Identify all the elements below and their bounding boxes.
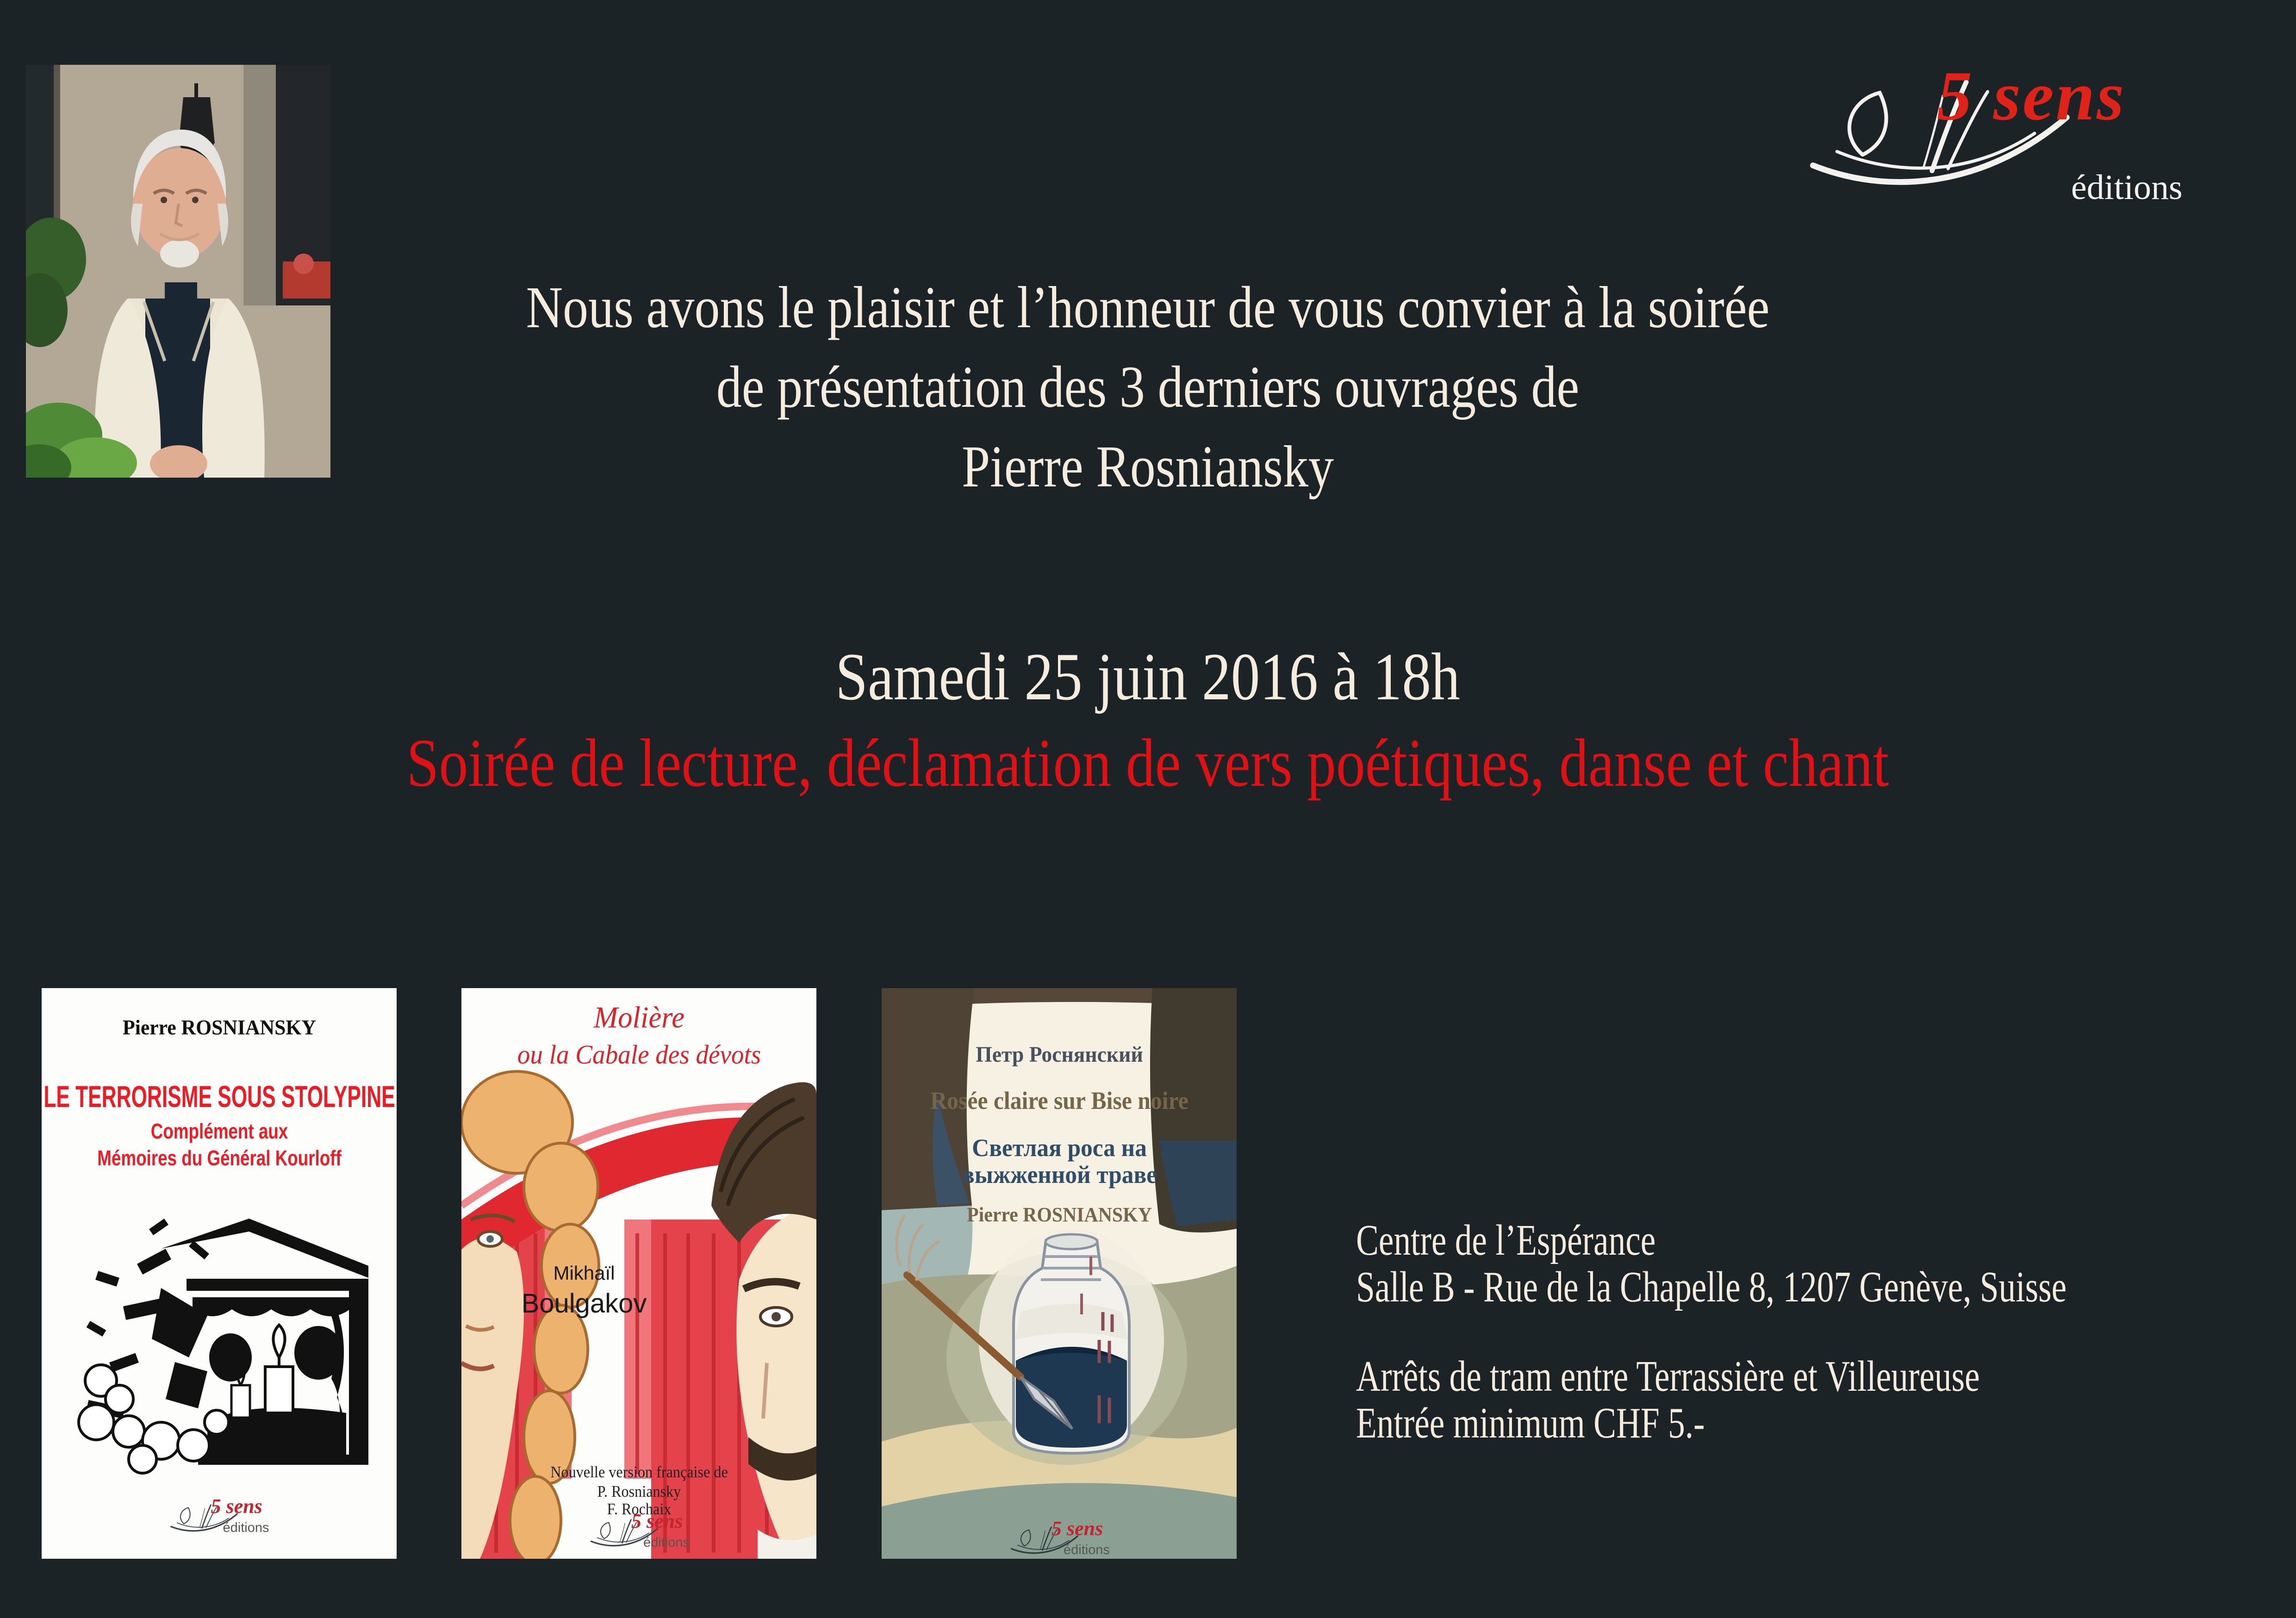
- book3-title-russian-line1: Светлая роса на: [971, 1134, 1147, 1162]
- book2-title-line2: ou la Cabale des dévots: [517, 1039, 761, 1070]
- book2-author-line2: Boulgakov: [521, 1288, 647, 1319]
- event-program: Soirée de lecture, déclamation de vers poétiques, danse et chant: [406, 725, 1889, 801]
- book-cover-moliere: [461, 988, 816, 1559]
- venue-spacer: [1356, 1311, 2066, 1353]
- book1-subtitle-line1: Complément aux: [150, 1119, 288, 1143]
- book1-author: Pierre ROSNIANSKY: [122, 1015, 316, 1039]
- venue-info: [1356, 1217, 2066, 1447]
- author-photo-illustration: [26, 65, 330, 478]
- author-photo: [26, 65, 330, 478]
- book1-imprint: [168, 1496, 270, 1541]
- book-cover-rosee-claire: [882, 988, 1237, 1559]
- book2-author-line1: Mikhaïl: [553, 1262, 615, 1284]
- book2-title-line1: Molière: [593, 1001, 684, 1034]
- book1-subtitle-line2: Mémoires du Général Kourloff: [97, 1146, 342, 1170]
- book2-credit-line3: F. Rochaix: [607, 1500, 671, 1518]
- book2-imprint: [589, 1511, 691, 1556]
- venue-name: Centre de l’Espérance: [1356, 1216, 1656, 1264]
- book3-title-french: Rosée claire sur Bise noire: [930, 1087, 1188, 1114]
- book3-imprint: [1009, 1518, 1111, 1559]
- book1-title: LE TERRORISME SOUS STOLYPINE: [43, 1079, 395, 1114]
- book-cover-terrorisme: [42, 988, 397, 1559]
- book3-author-french: Pierre ROSNIANSKY: [966, 1203, 1152, 1226]
- invitation-line1: Nous avons le plaisir et l’honneur de vous convier à la soirée: [526, 274, 1770, 340]
- book1-imprint-brand: 5 sens: [211, 1495, 262, 1518]
- book3-title-russian-line2: выжженной траве: [961, 1161, 1157, 1189]
- venue-entry-fee: Entrée minimum CHF 5.-: [1356, 1399, 1705, 1447]
- book1-exploding-theater-illustration: [68, 1205, 369, 1482]
- book3-author-russian: Петр Роснянский: [975, 1042, 1143, 1067]
- publisher-logo: [1694, 51, 2231, 222]
- book2-credit-line2: P. Rosniansky: [597, 1482, 681, 1500]
- book3-imprint-brand: 5 sens: [1052, 1517, 1103, 1540]
- logo-editions-label: éditions: [2071, 168, 2183, 207]
- invitation-line3: Pierre Rosniansky: [961, 434, 1334, 499]
- invitation-text: [526, 268, 1769, 506]
- event-date: Samedi 25 juin 2016 à 18h: [835, 639, 1460, 714]
- book3-imprint-editions: éditions: [1064, 1543, 1110, 1557]
- book3-watercolor-inkwell-illustration: [882, 988, 1237, 1559]
- invitation-line2: de présentation des 3 derniers ouvrages de: [716, 354, 1580, 420]
- book2-imprint-editions: éditions: [643, 1535, 690, 1550]
- book2-imprint-brand: 5 sens: [631, 1510, 683, 1532]
- book1-imprint-editions: éditions: [223, 1520, 269, 1535]
- venue-address: Salle B - Rue de la Chapelle 8, 1207 Genève, Suisse: [1356, 1263, 2067, 1311]
- book2-credit-line1: Nouvelle version française de: [550, 1463, 728, 1481]
- venue-tram-info: Arrêts de tram entre Terrassière et Villeureuse: [1356, 1352, 1980, 1400]
- logo-brand: 5 sens: [1937, 57, 2126, 135]
